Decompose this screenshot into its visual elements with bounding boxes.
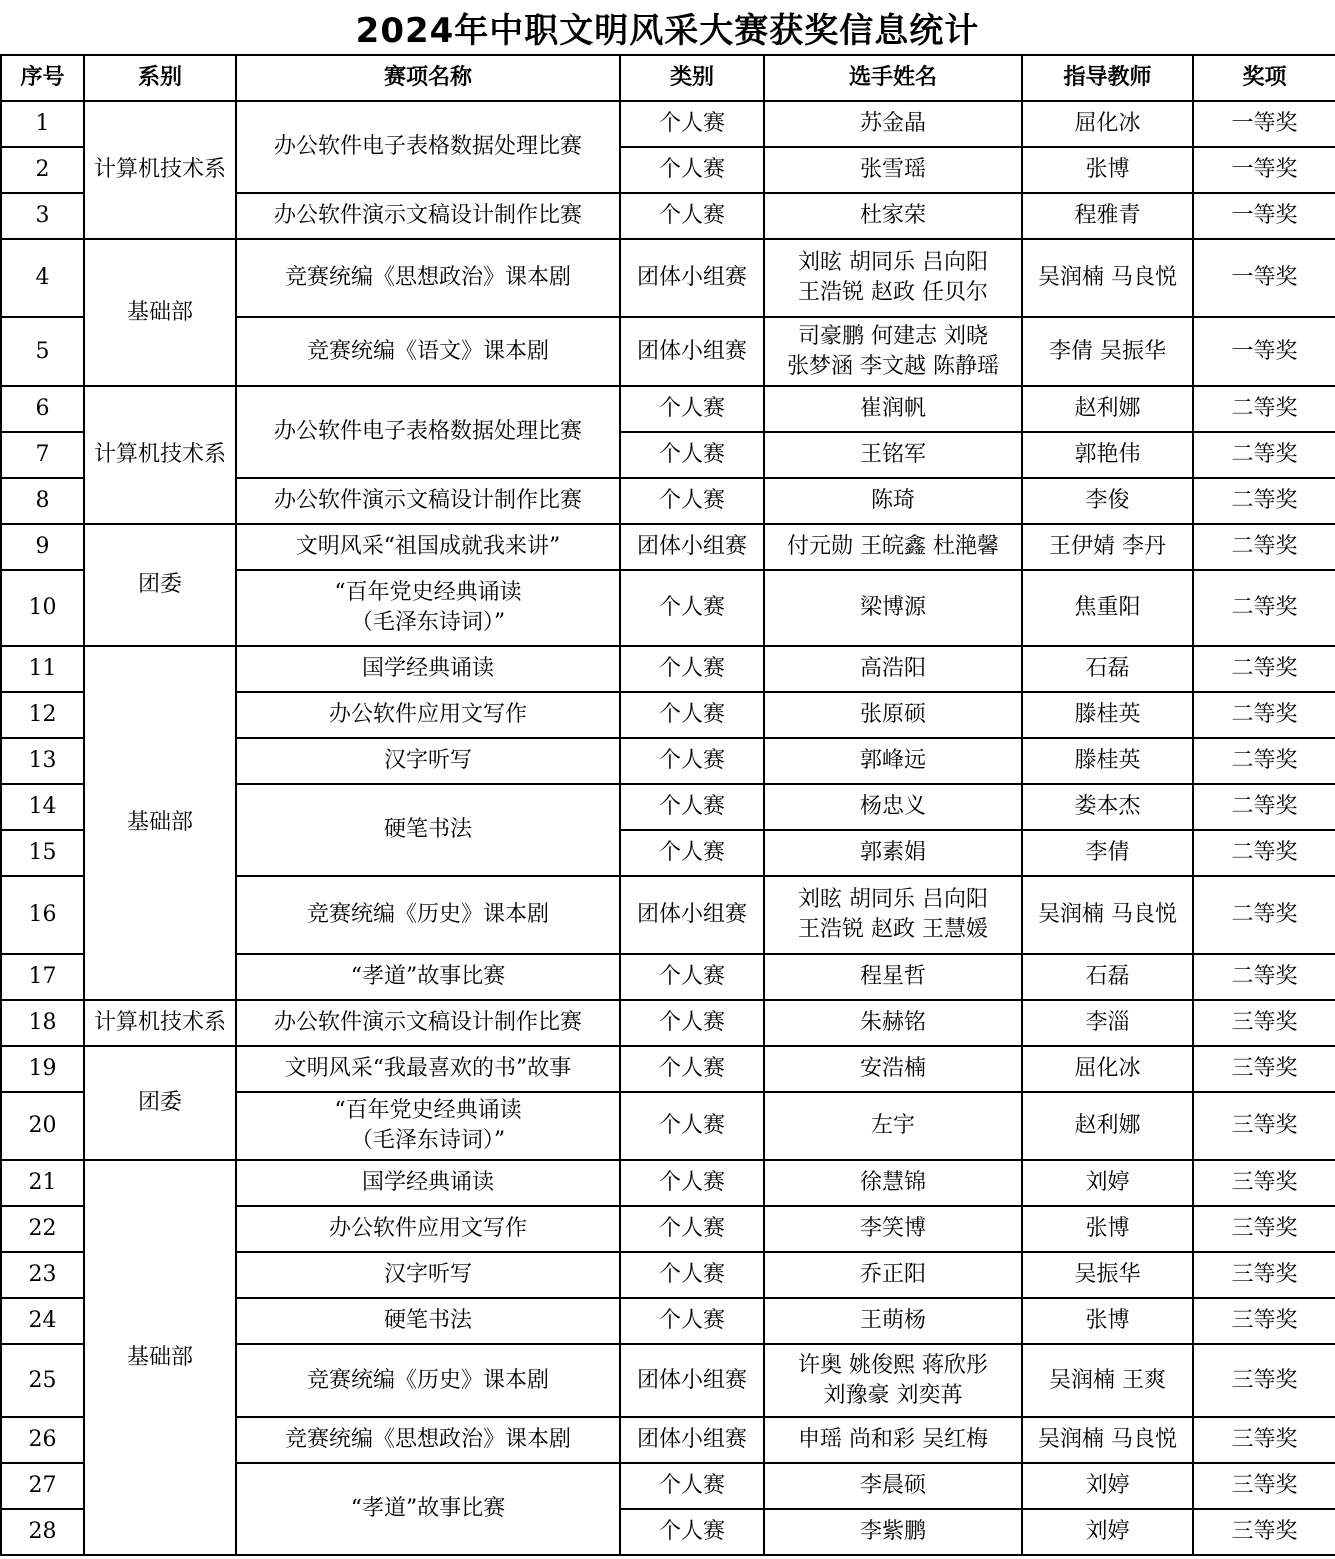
cell-type: 个人赛: [620, 1000, 764, 1046]
cell-event: “孝道”故事比赛: [236, 1463, 620, 1555]
cell-players: 申瑶 尚和彩 吴红梅: [764, 1417, 1022, 1463]
cell-teacher: 张博: [1022, 147, 1193, 193]
cell-players: 刘昡 胡同乐 吕向阳 王浩锐 赵政 任贝尔: [764, 239, 1022, 317]
cell-award: 二等奖: [1193, 876, 1335, 954]
cell-players: 许奥 姚俊熙 蒋欣彤 刘豫豪 刘奕苒: [764, 1344, 1022, 1417]
cell-award: 二等奖: [1193, 386, 1335, 432]
cell-event: 文明风采“祖国成就我来讲”: [236, 524, 620, 570]
cell-no: 12: [1, 692, 84, 738]
cell-event: 国学经典诵读: [236, 1160, 620, 1206]
table-row: [1, 101, 1335, 147]
cell-award: 三等奖: [1193, 1344, 1335, 1417]
cell-award: 二等奖: [1193, 954, 1335, 1000]
cell-teacher: 李倩 吴振华: [1022, 317, 1193, 386]
cell-type: 个人赛: [620, 1463, 764, 1509]
cell-dept: 计算机技术系: [84, 101, 236, 239]
cell-event: 办公软件应用文写作: [236, 692, 620, 738]
cell-award: 三等奖: [1193, 1000, 1335, 1046]
cell-no: 5: [1, 317, 84, 386]
cell-no: 26: [1, 1417, 84, 1463]
cell-no: 1: [1, 101, 84, 147]
cell-type: 个人赛: [620, 570, 764, 646]
cell-type: 个人赛: [620, 193, 764, 239]
cell-dept: 团委: [84, 1046, 236, 1160]
cell-players: 张雪瑶: [764, 147, 1022, 193]
cell-event: 办公软件演示文稿设计制作比赛: [236, 1000, 620, 1046]
cell-players: 刘昡 胡同乐 吕向阳 王浩锐 赵政 王慧媛: [764, 876, 1022, 954]
cell-type: 个人赛: [620, 1252, 764, 1298]
cell-teacher: 滕桂英: [1022, 692, 1193, 738]
cell-award: 一等奖: [1193, 239, 1335, 317]
cell-no: 25: [1, 1344, 84, 1417]
cell-type: 团体小组赛: [620, 317, 764, 386]
cell-players: 乔正阳: [764, 1252, 1022, 1298]
table-row: [1, 386, 1335, 432]
cell-teacher: 李俊: [1022, 478, 1193, 524]
cell-no: 9: [1, 524, 84, 570]
cell-event: 竞赛统编《语文》课本剧: [236, 317, 620, 386]
cell-award: 三等奖: [1193, 1092, 1335, 1160]
cell-no: 14: [1, 784, 84, 830]
cell-type: 团体小组赛: [620, 1344, 764, 1417]
cell-players: 苏金晶: [764, 101, 1022, 147]
cell-teacher: 焦重阳: [1022, 570, 1193, 646]
cell-event: 汉字听写: [236, 738, 620, 784]
cell-players: 王铭军: [764, 432, 1022, 478]
cell-players: 杨忠义: [764, 784, 1022, 830]
cell-dept: 计算机技术系: [84, 1000, 236, 1046]
cell-teacher: 屈化冰: [1022, 1046, 1193, 1092]
cell-no: 20: [1, 1092, 84, 1160]
cell-teacher: 吴润楠 马良悦: [1022, 876, 1193, 954]
header-award: 奖项: [1193, 55, 1335, 101]
header-players: 选手姓名: [764, 55, 1022, 101]
cell-award: 一等奖: [1193, 193, 1335, 239]
cell-no: 15: [1, 830, 84, 876]
cell-type: 个人赛: [620, 1046, 764, 1092]
cell-teacher: 程雅青: [1022, 193, 1193, 239]
cell-players: 张原硕: [764, 692, 1022, 738]
cell-dept: 基础部: [84, 646, 236, 1000]
cell-teacher: 石磊: [1022, 954, 1193, 1000]
cell-type: 团体小组赛: [620, 876, 764, 954]
cell-type: 个人赛: [620, 954, 764, 1000]
table-row: [1, 646, 1335, 692]
cell-type: 个人赛: [620, 1509, 764, 1555]
cell-event: 办公软件电子表格数据处理比赛: [236, 386, 620, 478]
cell-teacher: 赵利娜: [1022, 1092, 1193, 1160]
cell-dept: 团委: [84, 524, 236, 646]
cell-players: 李笑博: [764, 1206, 1022, 1252]
cell-no: 18: [1, 1000, 84, 1046]
cell-no: 23: [1, 1252, 84, 1298]
cell-event: 硬笔书法: [236, 1298, 620, 1344]
cell-players: 李紫鹏: [764, 1509, 1022, 1555]
header-row: [1, 55, 1335, 101]
cell-teacher: 娄本杰: [1022, 784, 1193, 830]
cell-no: 8: [1, 478, 84, 524]
cell-players: 朱赫铭: [764, 1000, 1022, 1046]
cell-players: 程星哲: [764, 954, 1022, 1000]
table-row: [1, 1046, 1335, 1092]
cell-players: 安浩楠: [764, 1046, 1022, 1092]
cell-teacher: 吴润楠 王爽: [1022, 1344, 1193, 1417]
cell-players: 司豪鹏 何建志 刘晓 张梦涵 李文越 陈静瑶: [764, 317, 1022, 386]
cell-award: 二等奖: [1193, 738, 1335, 784]
cell-event: 汉字听写: [236, 1252, 620, 1298]
cell-teacher: 郭艳伟: [1022, 432, 1193, 478]
cell-award: 一等奖: [1193, 101, 1335, 147]
cell-no: 6: [1, 386, 84, 432]
cell-type: 个人赛: [620, 1160, 764, 1206]
header-dept: 系别: [84, 55, 236, 101]
cell-no: 24: [1, 1298, 84, 1344]
cell-teacher: 刘婷: [1022, 1160, 1193, 1206]
awards-table: [0, 54, 1335, 1556]
cell-players: 杜家荣: [764, 193, 1022, 239]
cell-award: 三等奖: [1193, 1509, 1335, 1555]
cell-no: 19: [1, 1046, 84, 1092]
sheet-title: 2024年中职文明风采大赛获奖信息统计: [355, 10, 980, 51]
header-no: 序号: [1, 55, 84, 101]
cell-award: 一等奖: [1193, 317, 1335, 386]
cell-no: 27: [1, 1463, 84, 1509]
cell-teacher: 屈化冰: [1022, 101, 1193, 147]
table-row: [1, 1160, 1335, 1206]
cell-no: 7: [1, 432, 84, 478]
cell-type: 个人赛: [620, 784, 764, 830]
cell-event: “百年党史经典诵读 （毛泽东诗词）”: [236, 570, 620, 646]
cell-teacher: 吴振华: [1022, 1252, 1193, 1298]
cell-teacher: 吴润楠 马良悦: [1022, 239, 1193, 317]
cell-players: 郭素娟: [764, 830, 1022, 876]
cell-award: 二等奖: [1193, 432, 1335, 478]
header-teacher: 指导教师: [1022, 55, 1193, 101]
cell-award: 二等奖: [1193, 830, 1335, 876]
cell-teacher: 吴润楠 马良悦: [1022, 1417, 1193, 1463]
table-row: [1, 524, 1335, 570]
cell-no: 28: [1, 1509, 84, 1555]
cell-award: 三等奖: [1193, 1046, 1335, 1092]
cell-event: 硬笔书法: [236, 784, 620, 876]
cell-award: 二等奖: [1193, 570, 1335, 646]
cell-award: 二等奖: [1193, 524, 1335, 570]
cell-award: 三等奖: [1193, 1298, 1335, 1344]
cell-event: 办公软件应用文写作: [236, 1206, 620, 1252]
cell-award: 一等奖: [1193, 147, 1335, 193]
header-event: 赛项名称: [236, 55, 620, 101]
table-row: [1, 1000, 1335, 1046]
cell-award: 三等奖: [1193, 1160, 1335, 1206]
cell-event: 办公软件演示文稿设计制作比赛: [236, 478, 620, 524]
cell-players: 郭峰远: [764, 738, 1022, 784]
cell-award: 二等奖: [1193, 784, 1335, 830]
cell-event: 竞赛统编《历史》课本剧: [236, 1344, 620, 1417]
cell-no: 11: [1, 646, 84, 692]
cell-no: 22: [1, 1206, 84, 1252]
cell-no: 10: [1, 570, 84, 646]
cell-players: 左宇: [764, 1092, 1022, 1160]
cell-type: 个人赛: [620, 1206, 764, 1252]
cell-event: “百年党史经典诵读 （毛泽东诗词）”: [236, 1092, 620, 1160]
cell-players: 王萌杨: [764, 1298, 1022, 1344]
cell-event: 竞赛统编《思想政治》课本剧: [236, 239, 620, 317]
cell-type: 个人赛: [620, 830, 764, 876]
cell-type: 个人赛: [620, 147, 764, 193]
table-row: [1, 239, 1335, 317]
cell-type: 团体小组赛: [620, 524, 764, 570]
cell-event: 办公软件电子表格数据处理比赛: [236, 101, 620, 193]
cell-no: 3: [1, 193, 84, 239]
cell-players: 付元勋 王皖鑫 杜滟馨: [764, 524, 1022, 570]
cell-players: 梁博源: [764, 570, 1022, 646]
cell-type: 团体小组赛: [620, 239, 764, 317]
cell-players: 徐慧锦: [764, 1160, 1022, 1206]
cell-type: 个人赛: [620, 432, 764, 478]
cell-type: 个人赛: [620, 101, 764, 147]
cell-award: 三等奖: [1193, 1252, 1335, 1298]
cell-no: 13: [1, 738, 84, 784]
cell-no: 2: [1, 147, 84, 193]
cell-teacher: 石磊: [1022, 646, 1193, 692]
cell-teacher: 赵利娜: [1022, 386, 1193, 432]
cell-teacher: 张博: [1022, 1298, 1193, 1344]
cell-teacher: 王伊婧 李丹: [1022, 524, 1193, 570]
cell-no: 17: [1, 954, 84, 1000]
cell-type: 个人赛: [620, 386, 764, 432]
cell-event: 国学经典诵读: [236, 646, 620, 692]
cell-award: 三等奖: [1193, 1463, 1335, 1509]
cell-teacher: 张博: [1022, 1206, 1193, 1252]
cell-type: 个人赛: [620, 1298, 764, 1344]
cell-type: 个人赛: [620, 692, 764, 738]
cell-type: 个人赛: [620, 1092, 764, 1160]
header-type: 类别: [620, 55, 764, 101]
cell-teacher: 滕桂英: [1022, 738, 1193, 784]
cell-type: 个人赛: [620, 646, 764, 692]
cell-type: 个人赛: [620, 738, 764, 784]
cell-award: 二等奖: [1193, 478, 1335, 524]
cell-award: 三等奖: [1193, 1206, 1335, 1252]
cell-teacher: 刘婷: [1022, 1463, 1193, 1509]
cell-players: 崔润帆: [764, 386, 1022, 432]
cell-type: 个人赛: [620, 478, 764, 524]
cell-players: 高浩阳: [764, 646, 1022, 692]
cell-dept: 基础部: [84, 1160, 236, 1555]
cell-no: 4: [1, 239, 84, 317]
cell-event: 办公软件演示文稿设计制作比赛: [236, 193, 620, 239]
cell-dept: 计算机技术系: [84, 386, 236, 524]
cell-award: 三等奖: [1193, 1417, 1335, 1463]
cell-no: 16: [1, 876, 84, 954]
cell-teacher: 李淄: [1022, 1000, 1193, 1046]
cell-players: 李晨硕: [764, 1463, 1022, 1509]
cell-no: 21: [1, 1160, 84, 1206]
cell-event: 文明风采“我最喜欢的书”故事: [236, 1046, 620, 1092]
cell-award: 二等奖: [1193, 646, 1335, 692]
cell-event: 竞赛统编《历史》课本剧: [236, 876, 620, 954]
cell-award: 二等奖: [1193, 692, 1335, 738]
cell-dept: 基础部: [84, 239, 236, 386]
cell-players: 陈琦: [764, 478, 1022, 524]
cell-type: 团体小组赛: [620, 1417, 764, 1463]
cell-event: “孝道”故事比赛: [236, 954, 620, 1000]
cell-teacher: 李倩: [1022, 830, 1193, 876]
cell-teacher: 刘婷: [1022, 1509, 1193, 1555]
cell-event: 竞赛统编《思想政治》课本剧: [236, 1417, 620, 1463]
